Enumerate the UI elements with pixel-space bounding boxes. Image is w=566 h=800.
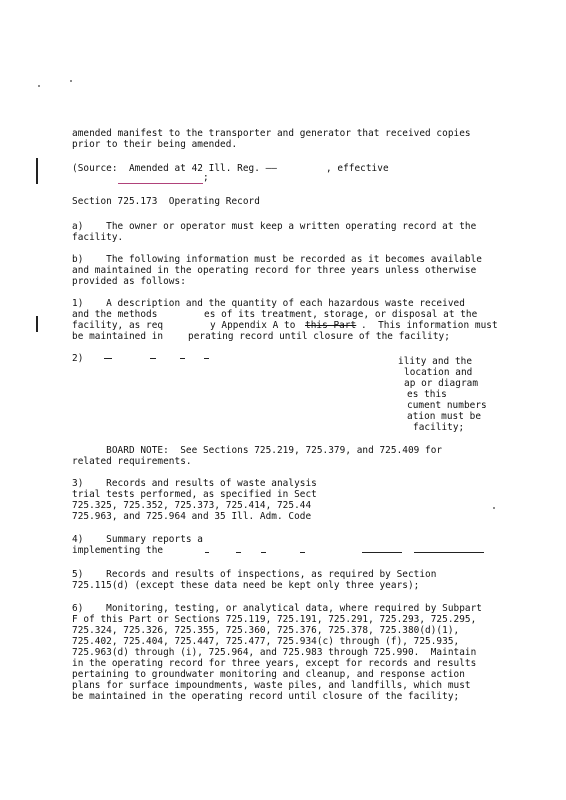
change-bar (36, 158, 38, 184)
item-3: 725.325, 725.352, 725.373, 725.414, 725.44 (72, 500, 312, 511)
obscured-line (180, 358, 185, 359)
item-4: implementing the (72, 545, 164, 556)
item-1: 1) A description and the quantity of each hazardous waste received (72, 298, 465, 309)
item-4: 4) Summary reports a (72, 534, 203, 545)
obscured-line (300, 552, 305, 553)
item-2-fragment: ap or diagram (404, 378, 479, 389)
item-6: F of this Part or Sections 725.119, 725.191, 725.291, 725.293, 725.295, (72, 614, 477, 625)
obscured-line (414, 552, 484, 553)
top-fragment-line: amended manifest to the transporter and generator that received copies (72, 128, 471, 139)
item-5: 5) Records and results of inspections, as required by Section (72, 569, 437, 580)
obscured-line (150, 358, 156, 359)
item-6: 6) Monitoring, testing, or analytical data, where required by Subpart (72, 603, 482, 614)
item-6: 725.963(d) through (i), 725.964, and 725.983 through 725.990. Maintain (72, 647, 477, 658)
item-1: . This information must (361, 320, 498, 331)
obscured-line (362, 552, 402, 553)
board-note: BOARD NOTE: See Sections 725.219, 725.379, and 725.409 for (72, 445, 443, 456)
source-note: (Source: Amended at 42 Ill. Reg. —— (72, 163, 277, 174)
item-6: pertaining to groundwater monitoring and cleanup, and response action (72, 669, 465, 680)
obscured-line (104, 358, 112, 359)
item-2-number: 2) (72, 353, 84, 364)
scan-speck (493, 507, 495, 509)
top-fragment-line: prior to their being amended. (72, 139, 238, 150)
item-1: perating record until closure of the facility; (188, 331, 450, 342)
item-6: 725.402, 725.404, 725.447, 725.477, 725.934(c) through (f), 725.935, (72, 636, 460, 647)
item-3: 725.963, and 725.964 and 35 Ill. Adm. Code (72, 511, 312, 522)
source-note-closing: ; (203, 172, 209, 183)
item-2-fragment: ation must be (407, 411, 482, 422)
item-2-fragment: location and (404, 367, 473, 378)
effective-date-blank (118, 183, 203, 184)
item-6: in the operating record for three years, except for records and results (72, 658, 477, 669)
item-1: es of its treatment, storage, or disposal at the (204, 309, 478, 320)
paragraph-b: provided as follows: (72, 276, 186, 287)
obscured-line (204, 358, 209, 359)
item-5: 725.115(d) (except these data need be kept only three years); (72, 580, 420, 591)
item-1: facility, as req (72, 320, 164, 331)
item-6: plans for surface impoundments, waste piles, and landfills, which must (72, 680, 471, 691)
obscured-line (205, 552, 209, 553)
change-bar (36, 316, 38, 332)
source-note-effective: , effective (326, 163, 389, 174)
item-2-fragment: es this (407, 389, 447, 400)
paragraph-a: a) The owner or operator must keep a written operating record at the (72, 221, 477, 232)
scan-speck (38, 85, 40, 87)
paragraph-b: and maintained in the operating record for three years unless otherwise (72, 265, 477, 276)
obscured-line (236, 552, 241, 553)
deleted-text: this Part (305, 320, 357, 331)
board-note: related requirements. (72, 456, 192, 467)
obscured-line (261, 552, 266, 553)
item-1: and the methods (72, 309, 158, 320)
scan-speck (70, 80, 72, 82)
paragraph-b: b) The following information must be recorded as it becomes available (72, 254, 482, 265)
item-2-fragment: facility; (413, 422, 465, 433)
section-heading: Section 725.173 Operating Record (72, 196, 260, 207)
item-6: be maintained in the operating record until closure of the facility; (72, 691, 460, 702)
item-3: trial tests performed, as specified in Sect (72, 489, 317, 500)
item-1: be maintained in (72, 331, 164, 342)
item-3: 3) Records and results of waste analysis (72, 478, 317, 489)
item-2-fragment: ility and the (398, 356, 473, 367)
item-2-fragment: cument numbers (407, 400, 487, 411)
paragraph-a: facility. (72, 232, 124, 243)
item-1: y Appendix A to (210, 320, 296, 331)
item-6: 725.324, 725.326, 725.355, 725.360, 725.376, 725.378, 725.380(d)(1), (72, 625, 460, 636)
